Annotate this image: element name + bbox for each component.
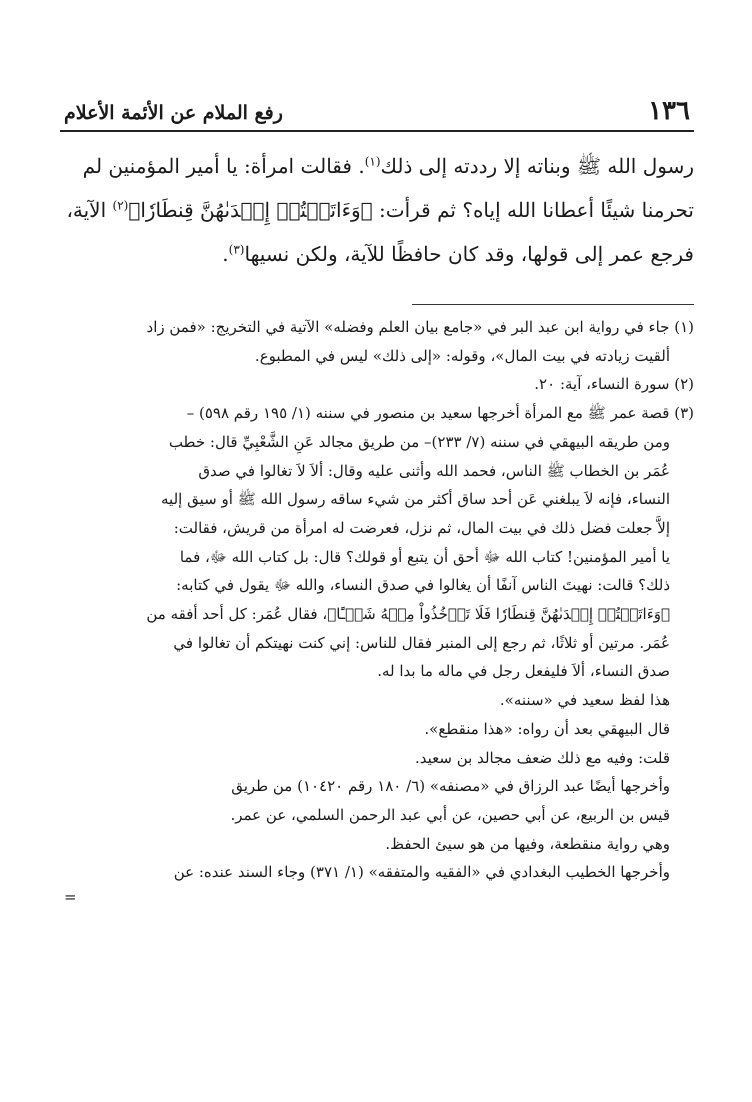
running-title: رفع الملام عن الأئمة الأعلام (64, 102, 283, 124)
book-page (60, 86, 694, 907)
footnote-line: (٢) سورة النساء، آية: ٢٠. (534, 375, 694, 394)
main-text-line: تحرمنا شيئًا أعطانا الله إياه؟ ثم قرأت: ﴿وَءَاتَيۡتُمۡ إِحۡدَىٰهُنَّ قِنطَارٗا﴾$^{(٢)}$ الآية، (66, 198, 694, 222)
footnote-line: وأخرجها أيضًا عبد الرزاق في «مصنفه» (٦/ ١٨٠ رقم ١٠٤٢٠) من طريق (231, 777, 670, 796)
main-text-line: فرجع عمر إلى قولها، وقد كان حافظًا للآية، ولكن نسيها$^{(٣)}$. (222, 242, 694, 266)
footnote-line: ﴿وَءَاتَيۡتُمۡ إِحۡدَىٰهُنَّ قِنطَارٗا فَلَا تَأۡخُذُواْ مِنۡهُ شَيۡـًٔا﴾، فقال عُمَر: كل أحد أفقه من (146, 605, 670, 624)
footnote-line: هذا لفظ سعيد في «سننه». (499, 691, 670, 710)
footnote-marker: (١) (364, 154, 381, 169)
footnote-marker: (٣) (228, 242, 245, 257)
footnote-line: يا أمير المؤمنين! كتاب الله ﷻ أحق أن يتبع أو قولك؟ قال: بل كتاب الله ﷻ، فما (179, 547, 670, 566)
footnote-separator (412, 304, 694, 305)
footnote-marker: (٢) (112, 198, 129, 213)
footnote-line: ومن طريقه البيهقي في سننه (٧/ ٢٣٣)– من طريق مجالد عَنِ الشَّعْبِيِّ قال: خطب (168, 432, 670, 451)
footnote-line: ألقيت زيادته في بيت المال»، وقوله: «إلى ذلك» ليس في المطبوع. (254, 346, 670, 365)
main-text (60, 144, 694, 276)
footnote-line: قيس بن الربيع، عن أبي حصين، عن أبي عبد الرحمن السلمي، عن عمر. (230, 805, 670, 824)
footnote-line: إلاَّ جعلت فضل ذلك في بيت المال، ثم نزل، فعرضت له امرأة من قريش، فقالت: (173, 518, 670, 537)
page-number: ١٣٦ (648, 96, 690, 126)
footnote-line: (٣) قصة عمر ﷺ مع المرأة أخرجها سعيد بن منصور في سننه (١/ ١٩٥ رقم ٥٩٨) – (186, 404, 694, 423)
footnote-line: عُمَر بن الخطاب ﷺ الناس، فحمد الله وأثنى عليه وقال: ألاَ لاَ تغالوا في صدق (198, 461, 670, 480)
footnote-line: وأخرجها الخطيب البغدادي في «الفقيه والمتفقه» (١/ ٣٧١) وجاء السند عنده: عن (173, 863, 670, 882)
page-header (60, 86, 694, 132)
footnote-line: وهي رواية منقطعة، وفيها من هو سيئ الحفظ. (385, 834, 670, 853)
footnote-line: (١) جاء في رواية ابن عبد البر في «جامع بيان العلم وفضله» الآتية في التخريج: «فمن زاد (146, 318, 694, 336)
footnote-line: النساء، فإنه لاَ يبلغني عَن أحد ساق أكثر من شيء ساقه رسول الله ﷺ أو سيق إليه (161, 490, 670, 509)
footnote-line: قال البيهقي بعد أن رواه: «هذا منقطع». (424, 719, 670, 738)
footnote-line: صدق النساء، ألاَ فليفعل رجل في ماله ما بدا له. (377, 662, 670, 681)
footnotes (60, 313, 694, 907)
main-text-line: رسول الله ﷺ وبناته إلا رددته إلى ذلك$^{(١)}$. فقالت امرأة: يا أمير المؤمنين لم (82, 154, 694, 178)
footnote-line: ذلك؟ قالت: نهيتَ الناس آنفًا أن يغالوا في صدق النساء، والله ﷻ يقول في كتابه: (176, 576, 670, 595)
footnote-line: عُمَر. مرتين أو ثلاثًا، ثم رجع إلى المنبر فقال للناس: إني كنت نهيتكم أن تغالوا في (173, 633, 670, 652)
continuation-mark: = (64, 888, 77, 907)
footnote-line: قلت: وفيه مع ذلك ضعف مجالد بن سعيد. (415, 748, 670, 767)
